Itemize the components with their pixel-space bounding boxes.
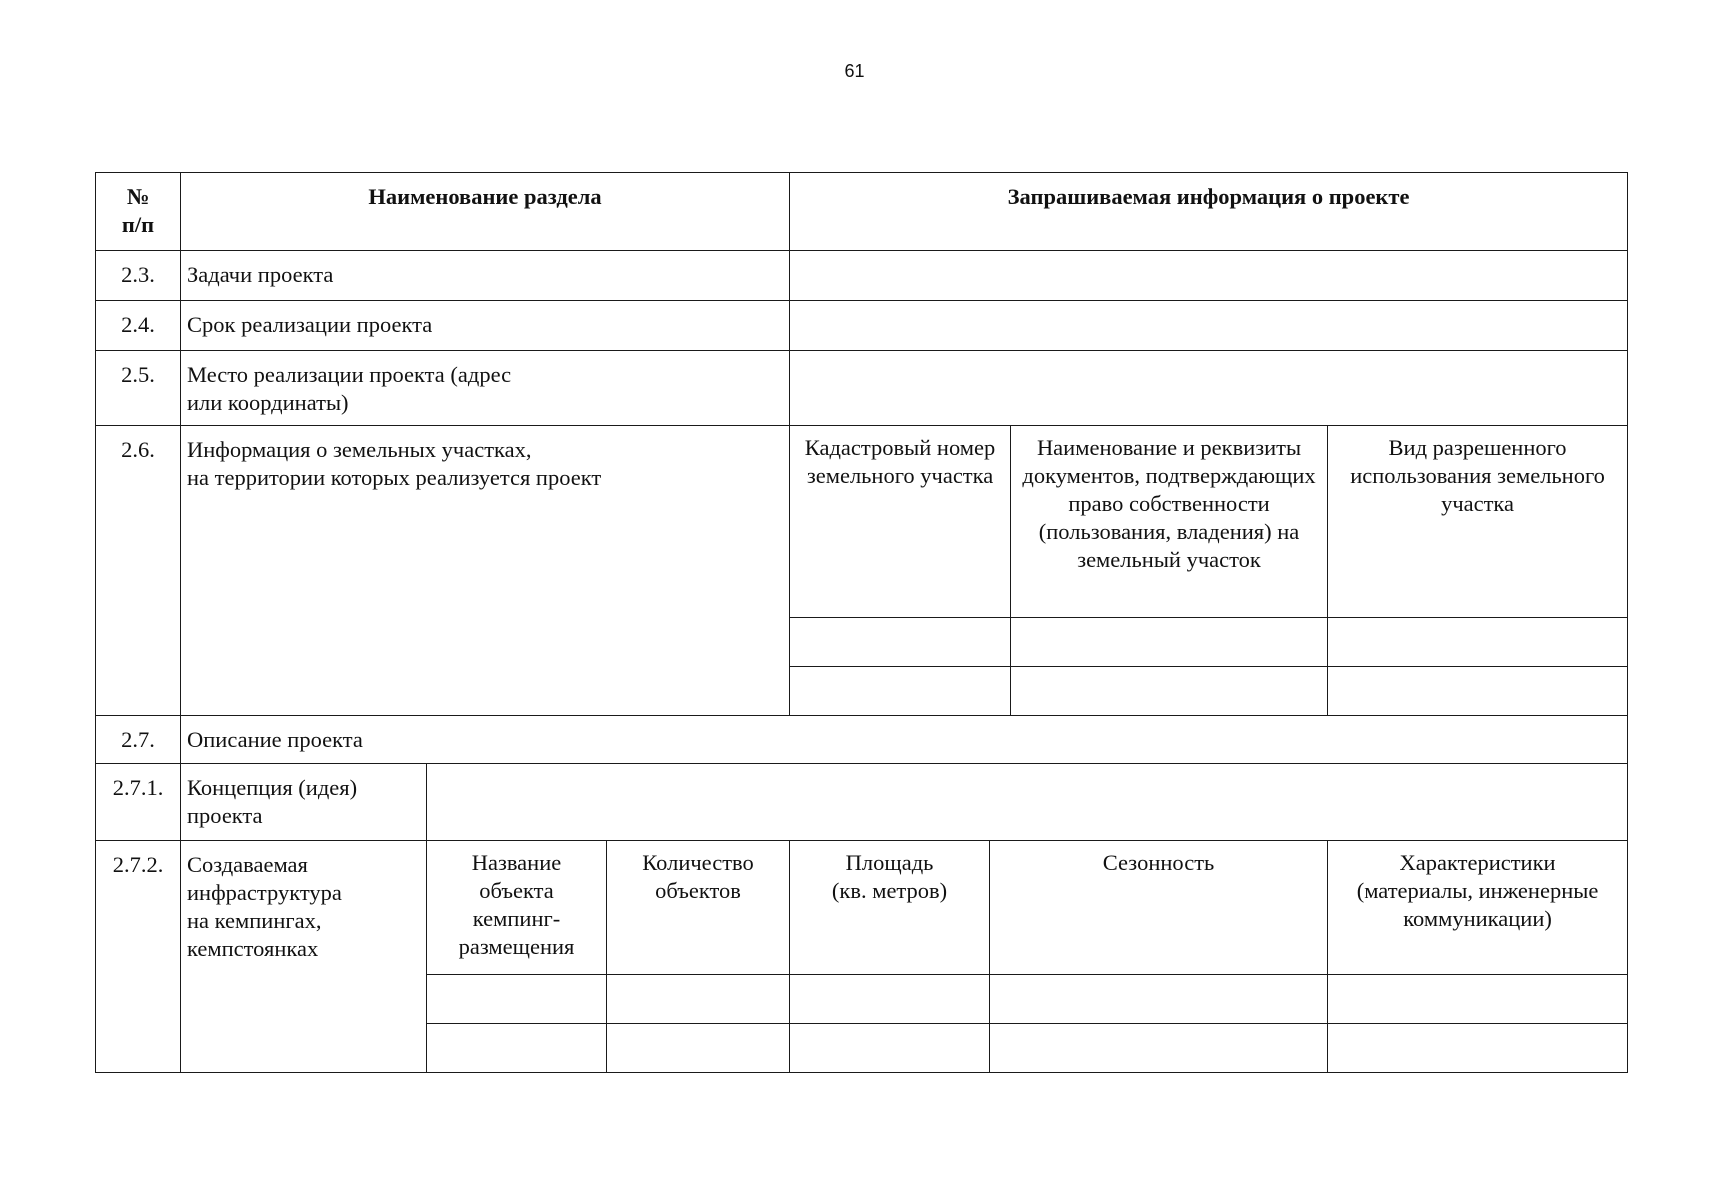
header-info: Запрашиваемая информация о проекте: [790, 173, 1628, 251]
table-row-2-7-2: [96, 841, 1628, 975]
row-number: 2.7.2.: [96, 841, 181, 1073]
header-section: Наименование раздела: [181, 173, 790, 251]
table-row-2-5: [96, 351, 1628, 426]
entry-cell[interactable]: [607, 1024, 790, 1073]
row-number: 2.4.: [96, 301, 181, 351]
entry-cell[interactable]: [607, 975, 790, 1024]
row-label: Место реализации проекта (адрес или координаты): [181, 351, 790, 426]
column-header-seasonality: Сезонность: [990, 841, 1328, 975]
column-header-cadastral-number: Кадастровый номер земельного участка: [790, 426, 1011, 618]
column-header-area: Площадь (кв. метров): [790, 841, 990, 975]
entry-cell[interactable]: [1011, 618, 1328, 667]
answer-cell[interactable]: [790, 351, 1628, 426]
entry-cell[interactable]: [790, 975, 990, 1024]
table-row-2-7: [96, 716, 1628, 764]
entry-cell[interactable]: [1328, 618, 1628, 667]
entry-cell[interactable]: [1328, 667, 1628, 716]
row-label: Создаваемая инфраструктура на кемпингах, кемпстоянках: [181, 841, 427, 1073]
column-header-ownership-documents: Наименование и реквизиты документов, подтверждающих право собственности (пользования, владения) на земельный участок: [1011, 426, 1328, 618]
table-row-2-3: [96, 251, 1628, 301]
table-row-2-7-1: [96, 764, 1628, 841]
entry-cell[interactable]: [990, 975, 1328, 1024]
column-header-characteristics: Характеристики (материалы, инженерные коммуникации): [1328, 841, 1628, 975]
entry-cell[interactable]: [427, 975, 607, 1024]
row-label: Срок реализации проекта: [181, 301, 790, 351]
entry-cell[interactable]: [990, 1024, 1328, 1073]
answer-cell[interactable]: [427, 764, 1628, 841]
column-header-object-name: Название объекта кемпинг- размещения: [427, 841, 607, 975]
row-label: Информация о земельных участках, на территории которых реализуется проект: [181, 426, 790, 716]
entry-cell[interactable]: [427, 1024, 607, 1073]
entry-cell[interactable]: [1328, 975, 1628, 1024]
row-number: 2.7.: [96, 716, 181, 764]
column-header-object-count: Количество объектов: [607, 841, 790, 975]
entry-cell[interactable]: [1011, 667, 1328, 716]
row-number: 2.5.: [96, 351, 181, 426]
table-row-2-6: [96, 426, 1628, 618]
page-number: 61: [844, 61, 865, 81]
row-number: 2.6.: [96, 426, 181, 716]
entry-cell[interactable]: [790, 618, 1011, 667]
answer-cell[interactable]: [790, 301, 1628, 351]
project-info-table: [95, 172, 1628, 1073]
table-header-row: [96, 173, 1628, 251]
row-number: 2.3.: [96, 251, 181, 301]
row-label: Концепция (идея) проекта: [181, 764, 427, 841]
row-label: Описание проекта: [181, 716, 1628, 764]
column-header-permitted-use: Вид разрешенного использования земельного участка: [1328, 426, 1628, 618]
row-number: 2.7.1.: [96, 764, 181, 841]
entry-cell[interactable]: [1328, 1024, 1628, 1073]
entry-cell[interactable]: [790, 1024, 990, 1073]
entry-cell[interactable]: [790, 667, 1011, 716]
row-label: Задачи проекта: [181, 251, 790, 301]
table-row-2-4: [96, 301, 1628, 351]
answer-cell[interactable]: [790, 251, 1628, 301]
header-num: № п/п: [96, 173, 181, 251]
